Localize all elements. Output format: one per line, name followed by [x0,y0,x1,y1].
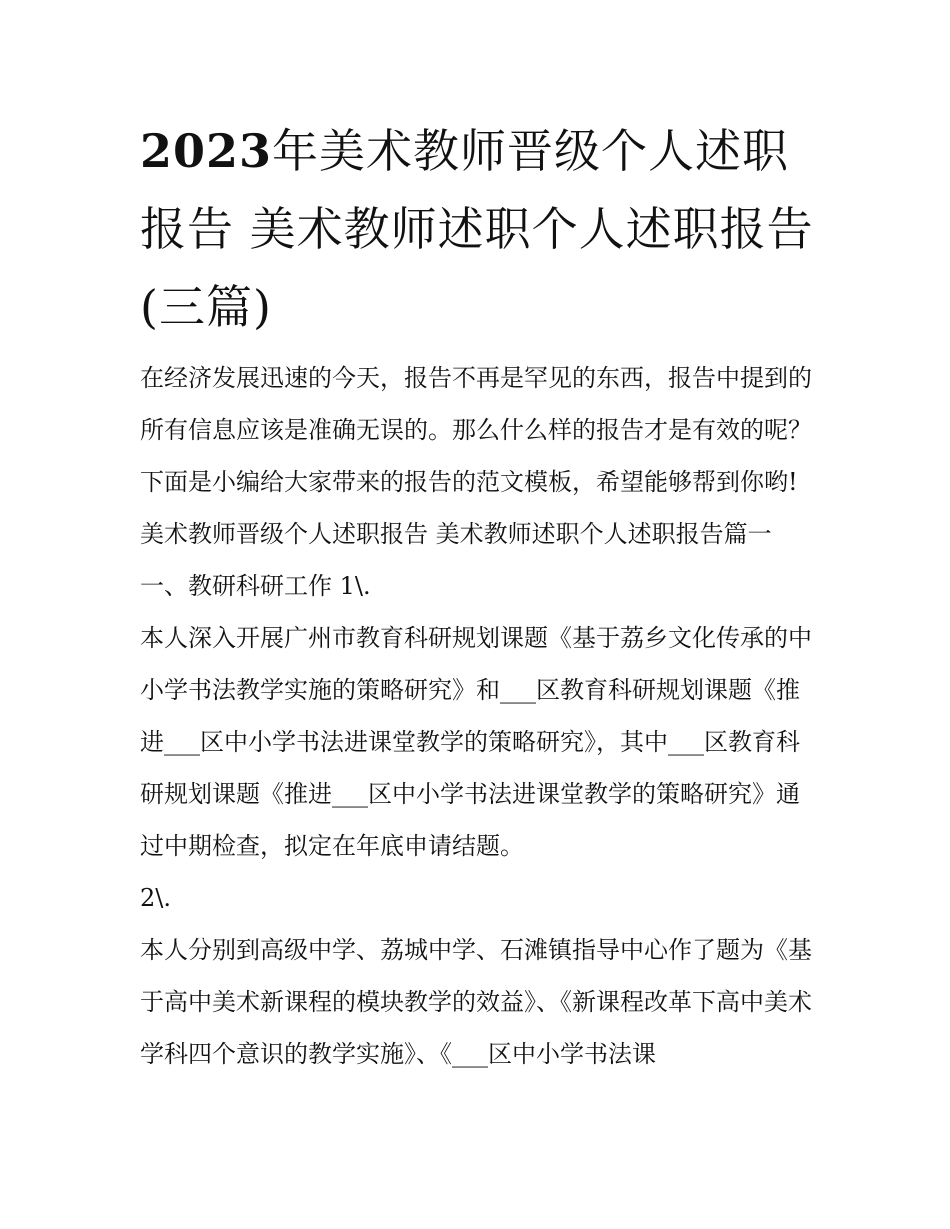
title-year: 2023 [140,124,273,178]
subsection-heading: 一、教研科研工作 1\. [140,572,371,600]
title-text: 年美术教师晋级个人述职报告 美术教师述职个人述职报告(三篇) [140,124,814,334]
section-heading: 美术教师晋级个人述职报告 美术教师述职个人述职报告篇一 [140,520,772,548]
document-content [140,112,820,1080]
document-title [140,112,820,346]
body-paragraph-research: 本人深入开展广州市教育科研规划课题《基于荔乡文化传承的中小学书法教学实施的策略研究》和___区教育科研规划课题《推进___区中小学书法进课堂教学的策略研究》，其中___区教育科研规划课题《推进___区中小学书法进课堂教学的策略研究》通过中期检查，拟定在年底申请结题。 [140,624,812,860]
list-number: 2\. [140,884,171,912]
body-paragraph-lectures: 本人分别到高级中学、荔城中学、石滩镇指导中心作了题为《基于高中美术新课程的模块教学的效益》、《新课程改革下高中美术学科四个意识的教学实施》、《___区中小学书法课 [140,936,812,1068]
intro-paragraph: 在经济发展迅速的今天，报告不再是罕见的东西，报告中提到的所有信息应该是准确无误的。那么什么样的报告才是有效的呢？下面是小编给大家带来的报告的范文模板，希望能够帮到你哟! [140,364,812,496]
